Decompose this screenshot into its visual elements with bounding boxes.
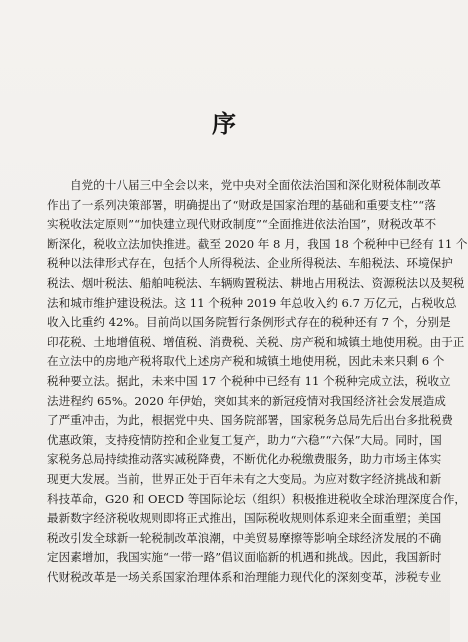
text-line: 作出了一系列决策部署，明确提出了“财政是国家治理的基础和重要支柱”“落: [47, 197, 436, 212]
text-line: 印花税、土地增值税、增值税、消费税、关税、房产税和城镇土地使用税。由于正: [47, 334, 465, 349]
text-line: 法进程约 65%。2020 年伊始，突如其来的新冠疫情对我国经济社会发展造成: [47, 393, 446, 408]
body-paragraph: [47, 176, 468, 587]
text-line: 实税收法定原则”“加快建立现代财政制度”“全面推进依法治国”，财税改革不: [47, 217, 437, 232]
text-line: 了严重冲击，为此，根据党中央、国务院部署，国家税务总局先后出台多批税费: [47, 413, 453, 428]
text-line: 断深化，税收立法加快推进。截至 2020 年 8 月，我国 18 个税种中已经有 11 个: [47, 236, 468, 251]
text-line: 现更大发展。当前，世界正处于百年未有之大变局。为应对数字经济挑战和新: [47, 471, 442, 486]
text-line: 自党的十八届三中全会以来，党中央对全面依法治国和深化财税体制改革: [70, 178, 442, 192]
text-line: 在立法中的房地产税将取代上述房产税和城镇土地使用税，因此未来只剩 6 个: [47, 354, 445, 369]
text-line: 税改引发全球新一轮税制改革浪潮，中美贸易摩擦等影响全球经济发展的不确: [47, 530, 442, 545]
page-title: 序: [212, 109, 238, 138]
text-line: 科技革命，G20 和 OECD 等国际论坛（组织）积极推进税收全球治理深度合作，: [47, 491, 467, 506]
text-line: 收入比重约 42%。目前尚以国务院暂行条例形式存在的税种还有 7 个，分别是: [47, 315, 451, 330]
text-line: 定因素增加，我国实施“一带一路”倡议面临新的机遇和挑战。因此，我国新时: [47, 550, 442, 565]
text-line: 税种要立法。据此，未来中国 17 个税种中已经有 11 个税种完成立法，税收立: [47, 373, 451, 388]
text-line: 税种以法律形式存在，包括个人所得税法、企业所得税法、车船税法、环境保护: [47, 256, 453, 271]
text-line: 法和城市维护建设税法。这 11 个税种 2019 年总收入约 6.7 万亿元，占税收总: [47, 295, 457, 310]
text-line: 优惠政策，支持疫情防控和企业复工复产，助力“六稳”“六保”大局。同时，国: [47, 432, 442, 447]
text-line: 最新数字经济税收规则即将正式推出，国际税收规则体系迎来全面重塑；美国: [47, 511, 442, 526]
text-line: 代财税改革是一场关系国家治理体系和治理能力现代化的深刻变革，涉税专业: [47, 569, 442, 584]
text-line: 家税务总局持续推动落实减税降费，不断优化办税缴费服务，助力市场主体实: [47, 452, 442, 467]
text-line: 税法、烟叶税法、船舶吨税法、车辆购置税法、耕地占用税法、资源税法以及契税: [47, 275, 465, 290]
